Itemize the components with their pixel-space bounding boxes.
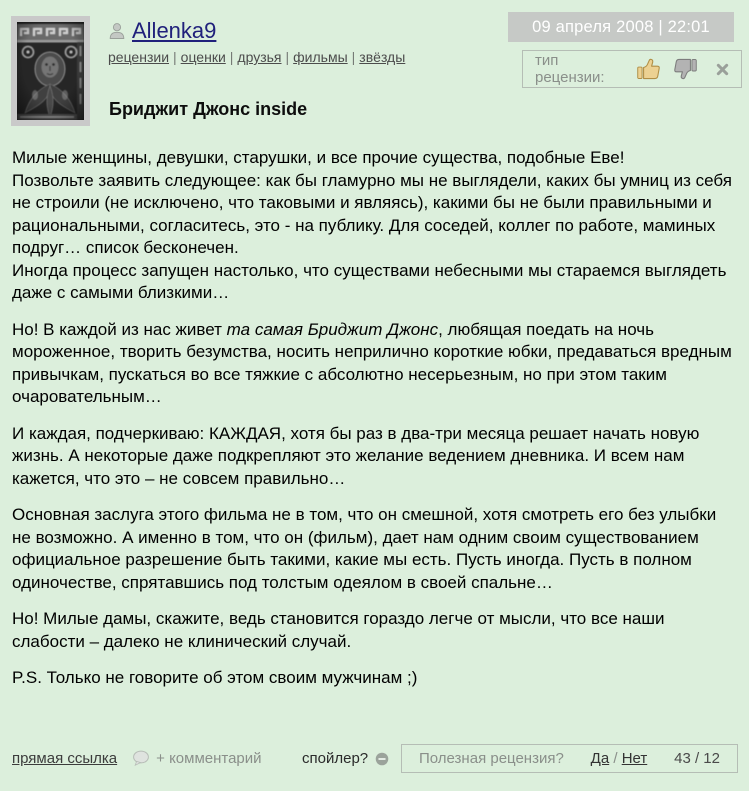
user-avatar[interactable] <box>11 16 90 126</box>
review-postscript: P.S. Только не говорите об этом своим мужчинам ;) <box>12 668 418 687</box>
spoiler-label: спойлер? <box>302 750 369 767</box>
nav-link-stars[interactable]: звёзды <box>359 49 406 65</box>
nav-separator: | <box>229 49 234 65</box>
speech-bubble-icon[interactable] <box>132 750 150 767</box>
review-body <box>12 147 737 704</box>
paragraph-line: Позвольте заявить следующее: как бы гламурно мы не выглядели, каких бы умниц из себя не строили (не исключено, что таковыми и являясь), какими бы не были правильными и рациональными, согласитесь, это - на публику. Для соседей, коллег по работе, маминых подруг… список бесконечен. <box>12 170 732 257</box>
avatar-image <box>17 22 84 120</box>
nav-link-friends[interactable]: друзья <box>237 49 282 65</box>
person-icon <box>108 22 126 40</box>
review-type-box <box>522 50 742 88</box>
review-paragraph: Но! Милые дамы, скажите, ведь становится гораздо легче от мысли, что все наши слабости – далеко не клинический случай. <box>12 609 665 651</box>
review-footer <box>0 742 749 775</box>
minus-circle-icon[interactable] <box>375 752 389 766</box>
vote-counts: 43 / 12 <box>674 750 720 767</box>
paragraph-text: Но! В каждой из нас живет <box>12 319 227 339</box>
helpful-review-box <box>401 744 738 773</box>
add-comment-link[interactable]: + комментарий <box>156 750 262 767</box>
close-icon[interactable] <box>716 63 729 76</box>
helpful-question: Полезная рецензия? <box>419 750 564 767</box>
review-title: Бриджит Джонс inside <box>109 99 308 119</box>
nav-separator: | <box>351 49 356 65</box>
username-link[interactable]: Allenka9 <box>132 18 217 43</box>
date-time: 09 апреля 2008 | 22:01 <box>532 17 710 36</box>
review-paragraph <box>12 147 737 305</box>
nav-separator: | <box>285 49 290 65</box>
spoiler-control <box>302 742 389 775</box>
review-paragraph <box>12 319 737 409</box>
permalink-link[interactable]: прямая ссылка <box>12 750 118 767</box>
nav-link-ratings[interactable]: оценки <box>180 49 226 65</box>
review-paragraph: Основная заслуга этого фильма не в том, что он смешной, хотя смотреть его без улыбки не возможно. А именно в том, что он (фильм), дает нам одним своим существованием официальное разрешение быть такими, какие мы есть. Пусть иногда. Пусть в полном одиночестве, спрятавшись под толстым одеялом в своей спальне… <box>12 505 717 592</box>
movie-reference: та самая Бриджит Джонс <box>226 319 439 339</box>
vote-separator: / <box>613 750 618 767</box>
paragraph-line: Иногда процесс запущен настолько, что существами небесными мы стараемся выглядеть даже с самыми близкими… <box>12 260 727 302</box>
vote-yes-link[interactable]: Да <box>590 750 610 767</box>
nav-link-films[interactable]: фильмы <box>293 49 348 65</box>
user-nav <box>108 49 405 65</box>
paragraph-line: Милые женщины, девушки, старушки, и все прочие существа, подобные Еве! <box>12 148 625 167</box>
nav-link-reviews[interactable]: рецензии <box>108 49 170 65</box>
review-paragraph: И каждая, подчеркиваю: КАЖДАЯ, хотя бы раз в два-три месяца решает начать новую жизнь. А некоторые даже подкрепляют это желание ведением дневника. И всем нам кажется, что это – не совсем правильно… <box>12 423 700 488</box>
thumbs-down-icon[interactable] <box>672 56 698 82</box>
user-block <box>108 18 405 65</box>
paragraph-text: , любящая поедать на ночь мороженное, творить безумства, носить неприлично короткие юбки, предаваться вредным привычкам, пускаться во все тяжкие с абсолютно несерьезным, но при этом таким очаровательным… <box>12 319 732 406</box>
vote-no-link[interactable]: Нет <box>621 750 648 767</box>
thumbs-up-icon[interactable] <box>636 56 662 82</box>
review-type-label: тип рецензии: <box>535 52 605 86</box>
date-bar <box>508 12 734 42</box>
vote-links <box>591 750 648 767</box>
nav-separator: | <box>173 49 177 65</box>
